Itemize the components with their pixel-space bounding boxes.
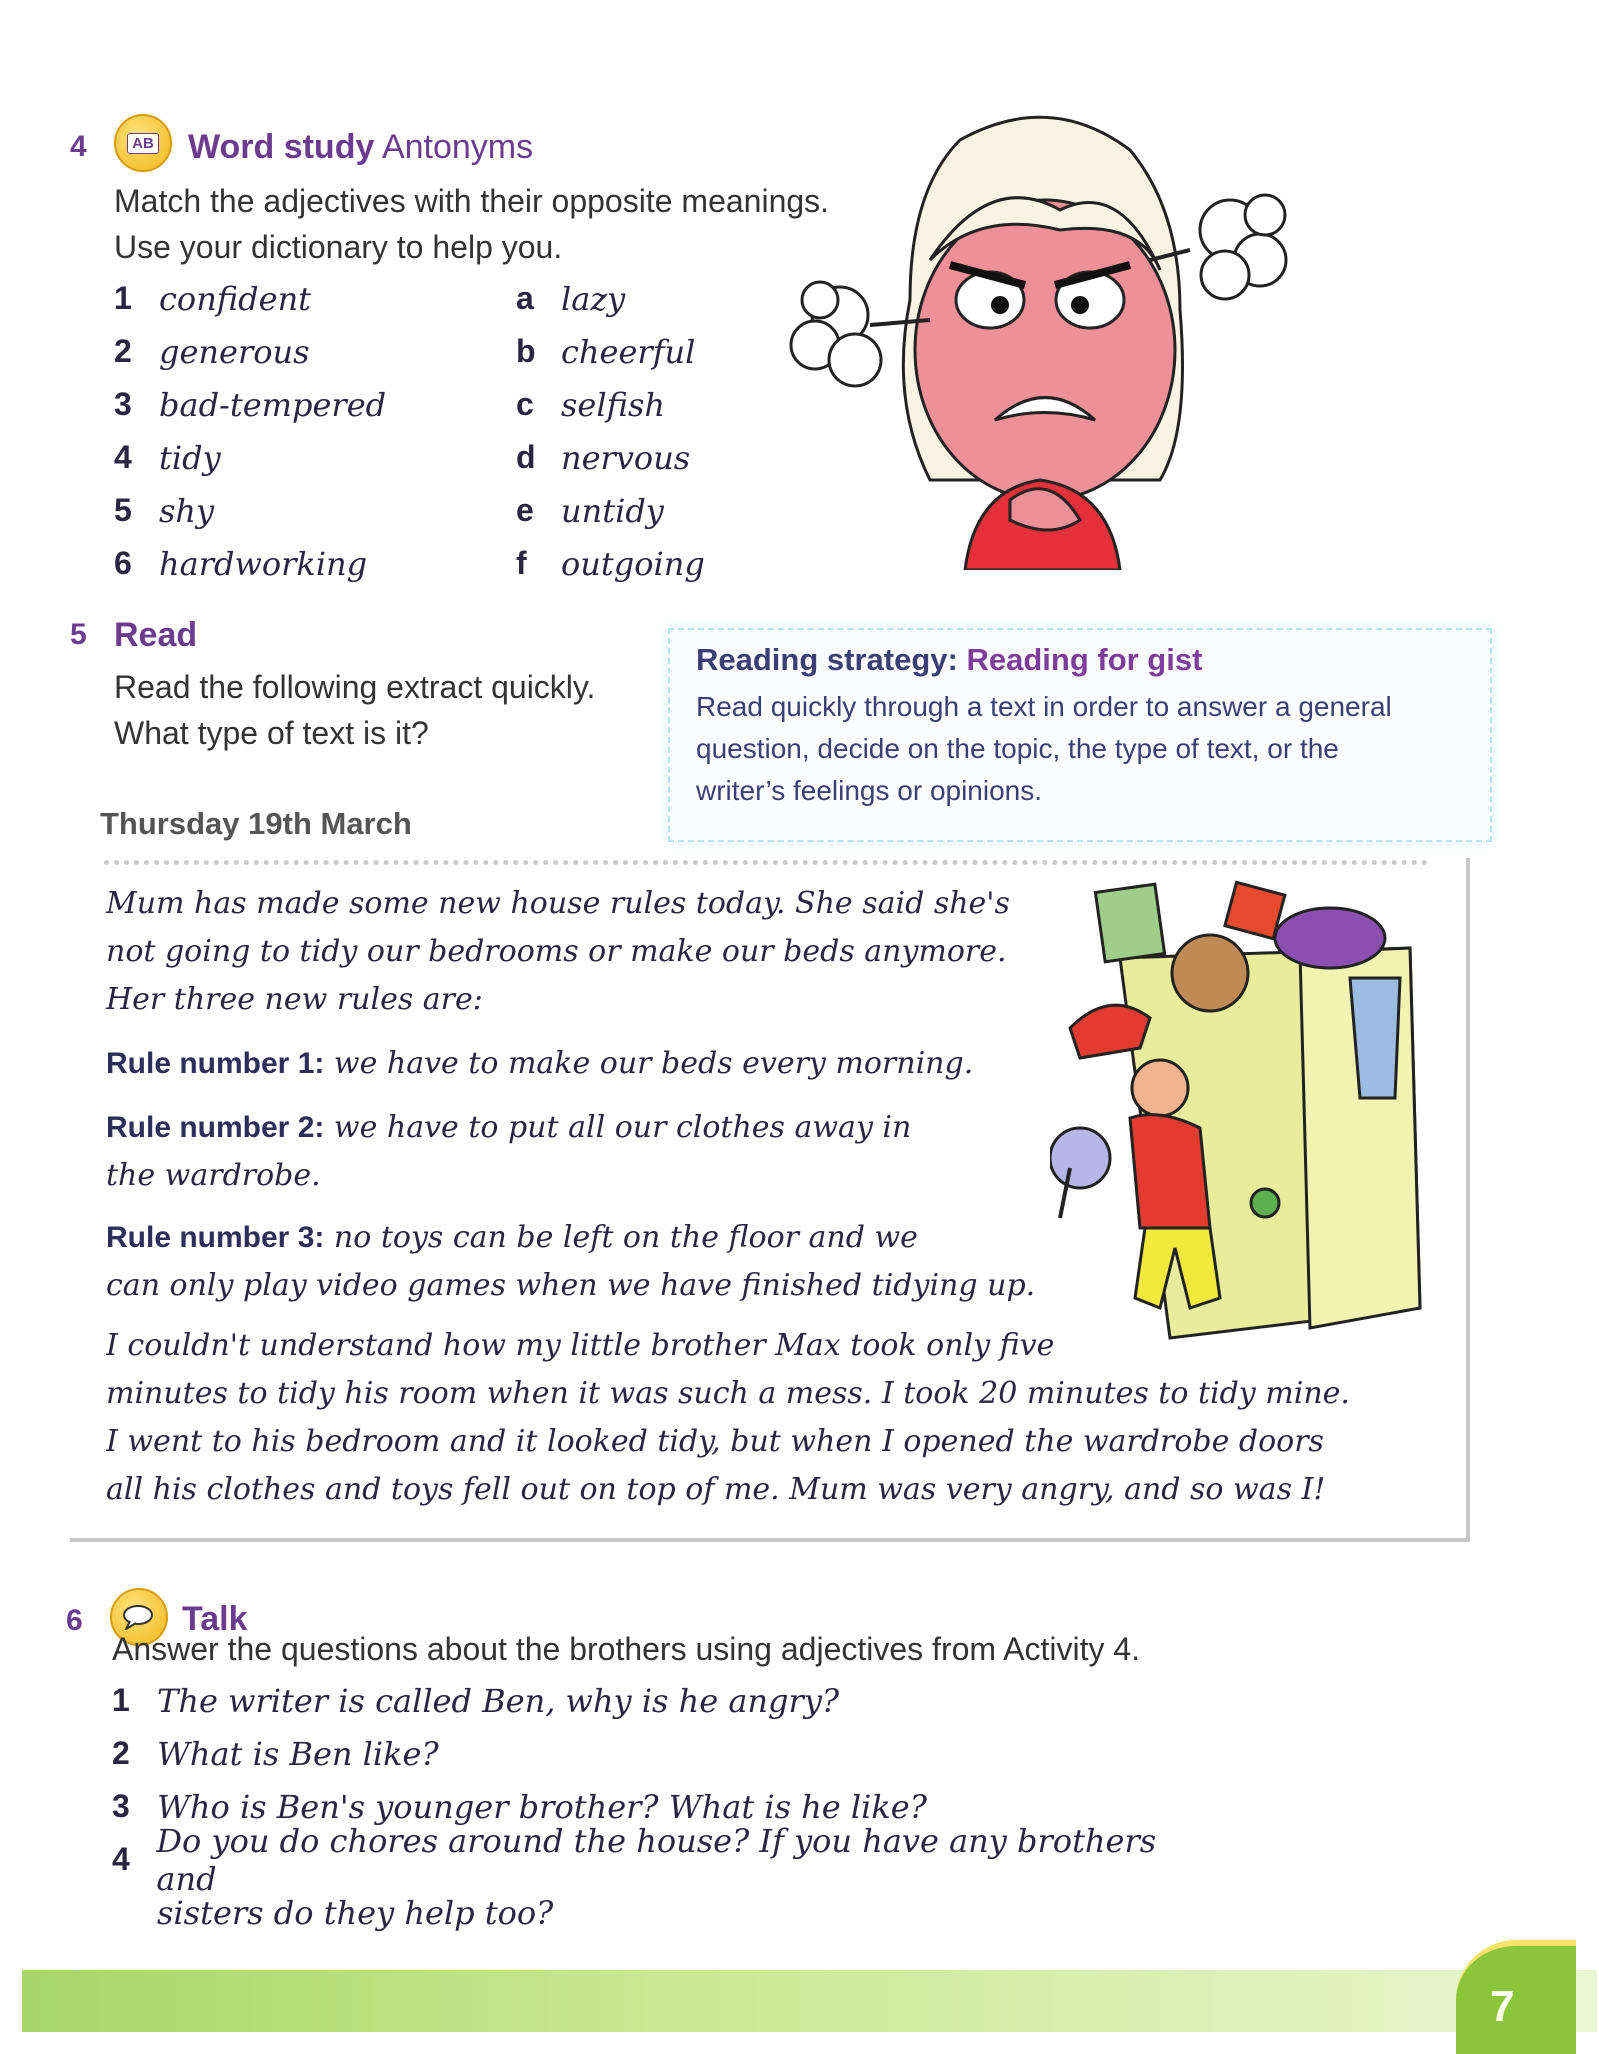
wardrobe-illustration [1050, 868, 1450, 1348]
page-number-tab [1456, 1940, 1576, 2054]
activity-5-instruction-line1: Read the following extract quickly. [114, 669, 596, 705]
list-item-word: outgoing [561, 544, 705, 583]
question-number: 3 [112, 1788, 130, 1824]
list-item [112, 1674, 1212, 1727]
rule-1-text: we have to make our beds every morning. [324, 1046, 974, 1081]
question-number: 4 [112, 1841, 130, 1877]
list-item [114, 325, 474, 378]
question-text: Do you do chores around the house? If you have any brothers and [156, 1821, 1157, 1898]
activity-4-title-bold: Word study [188, 128, 375, 166]
list-item-number: 2 [114, 333, 132, 369]
activity-5-title: Read [114, 616, 198, 654]
reading-strategy-line2: question, decide on the topic, the type of text, or the [696, 733, 1339, 764]
activity-6-instruction: Answer the questions about the brothers using adjectives from Activity 4. [112, 1631, 1141, 1667]
diary-line2: not going to tidy our bedrooms or make our beds anymore. [106, 934, 1007, 969]
page-number: 7 [1490, 1982, 1515, 2031]
rule-3-label: Rule number 3: [106, 1221, 325, 1254]
rule-2-label: Rule number 2: [106, 1111, 325, 1144]
question-number: 2 [112, 1735, 130, 1771]
list-item-word: cheerful [561, 332, 696, 371]
diary-rule-1 [106, 1040, 1066, 1088]
list-item [114, 378, 474, 431]
diary-divider [104, 860, 1428, 865]
rule-2-continuation: the wardrobe. [106, 1158, 321, 1193]
activity-6-questions [112, 1674, 1212, 1939]
activity-4-instruction-line2: Use your dictionary to help you. [114, 229, 563, 265]
list-item-word: shy [159, 491, 215, 530]
question-text: Who is Ben's younger brother? What is he like? [157, 1787, 927, 1826]
activity-5-instruction [114, 664, 654, 756]
list-item-letter: f [516, 545, 527, 581]
activity-5-instruction-line2: What type of text is it? [114, 715, 429, 751]
list-item-word: selfish [561, 385, 665, 424]
reading-strategy-heading [696, 642, 1490, 678]
activity-4-title-rest: Antonyms [381, 128, 534, 166]
reading-strategy-box [668, 628, 1492, 842]
list-item-word: lazy [561, 279, 626, 318]
diary-line1: Mum has made some new house rules today. She said she's [106, 886, 1010, 921]
diary-rule-3 [106, 1214, 1066, 1310]
angry-girl-illustration [760, 100, 1320, 570]
rule-1-label: Rule number 1: [106, 1047, 325, 1080]
reading-strategy-name: Reading for gist [966, 642, 1203, 677]
question-number: 1 [112, 1682, 130, 1718]
list-item [114, 537, 474, 590]
diary-para-line2: minutes to tidy his room when it was such a mess. I took 20 minutes to tidy mine. [106, 1376, 1350, 1411]
reading-strategy-label: Reading strategy: [696, 642, 958, 677]
list-item-word: tidy [159, 438, 221, 477]
rule-2-text: we have to put all our clothes away in [324, 1110, 912, 1145]
diary-para-line3: I went to his bedroom and it looked tidy, but when I opened the wardrobe doors [106, 1424, 1324, 1459]
rule-3-text: no toys can be left on the floor and we [324, 1220, 918, 1255]
list-item-word: generous [159, 332, 310, 371]
diary-intro [106, 880, 1066, 1024]
reading-strategy-text [696, 686, 1464, 812]
question-text: The writer is called Ben, why is he angry? [157, 1681, 840, 1720]
list-item-letter: b [516, 333, 536, 369]
activity-6-number: 6 [66, 1604, 83, 1637]
list-item [112, 1727, 1212, 1780]
list-item [114, 484, 474, 537]
list-item-word: untidy [561, 491, 664, 530]
reading-strategy-line1: Read quickly through a text in order to answer a general [696, 691, 1392, 722]
activity-6-title: Talk [182, 1600, 248, 1638]
reading-strategy-line3: writer’s feelings or opinions. [696, 775, 1043, 806]
list-item-number: 1 [114, 280, 132, 316]
list-item-letter: a [516, 280, 534, 316]
list-item-letter: d [516, 439, 536, 475]
diary-paragraph [106, 1322, 1466, 1514]
workbook-icon-label: AB [127, 133, 159, 154]
list-item-word: bad-tempered [159, 385, 387, 424]
footer-band [22, 1970, 1597, 2032]
diary-rule-2 [106, 1104, 1066, 1200]
list-item [114, 431, 474, 484]
list-item-letter: e [516, 492, 534, 528]
diary-para-line4: all his clothes and toys fell out on top of me. Mum was very angry, and so was I! [106, 1472, 1326, 1507]
activity-4-title [188, 128, 533, 167]
activity-5-number: 5 [70, 618, 87, 651]
list-item-number: 6 [114, 545, 132, 581]
activity-4-number: 4 [70, 130, 87, 163]
list-item-word: confident [159, 279, 312, 318]
rule-3-continuation: can only play video games when we have finished tidying up. [106, 1268, 1036, 1303]
list-item-word: nervous [561, 438, 691, 477]
diary-para-line1: I couldn't understand how my little brother Max took only five [106, 1328, 1055, 1363]
list-item-number: 5 [114, 492, 132, 528]
diary-line3: Her three new rules are: [106, 982, 483, 1017]
list-item [114, 272, 474, 325]
list-item-letter: c [516, 386, 534, 422]
question-text: What is Ben like? [157, 1734, 439, 1773]
adjectives-left-list [114, 272, 474, 590]
list-item [112, 1821, 1212, 1898]
activity-4-instruction-line1: Match the adjectives with their opposite meanings. [114, 183, 830, 219]
list-item-number: 3 [114, 386, 132, 422]
question-4-continuation: sisters do they help too? [157, 1893, 554, 1932]
workbook-icon [114, 114, 172, 172]
list-item-number: 4 [114, 439, 132, 475]
diary-date: Thursday 19th March [100, 806, 412, 841]
list-item-word: hardworking [159, 544, 368, 583]
